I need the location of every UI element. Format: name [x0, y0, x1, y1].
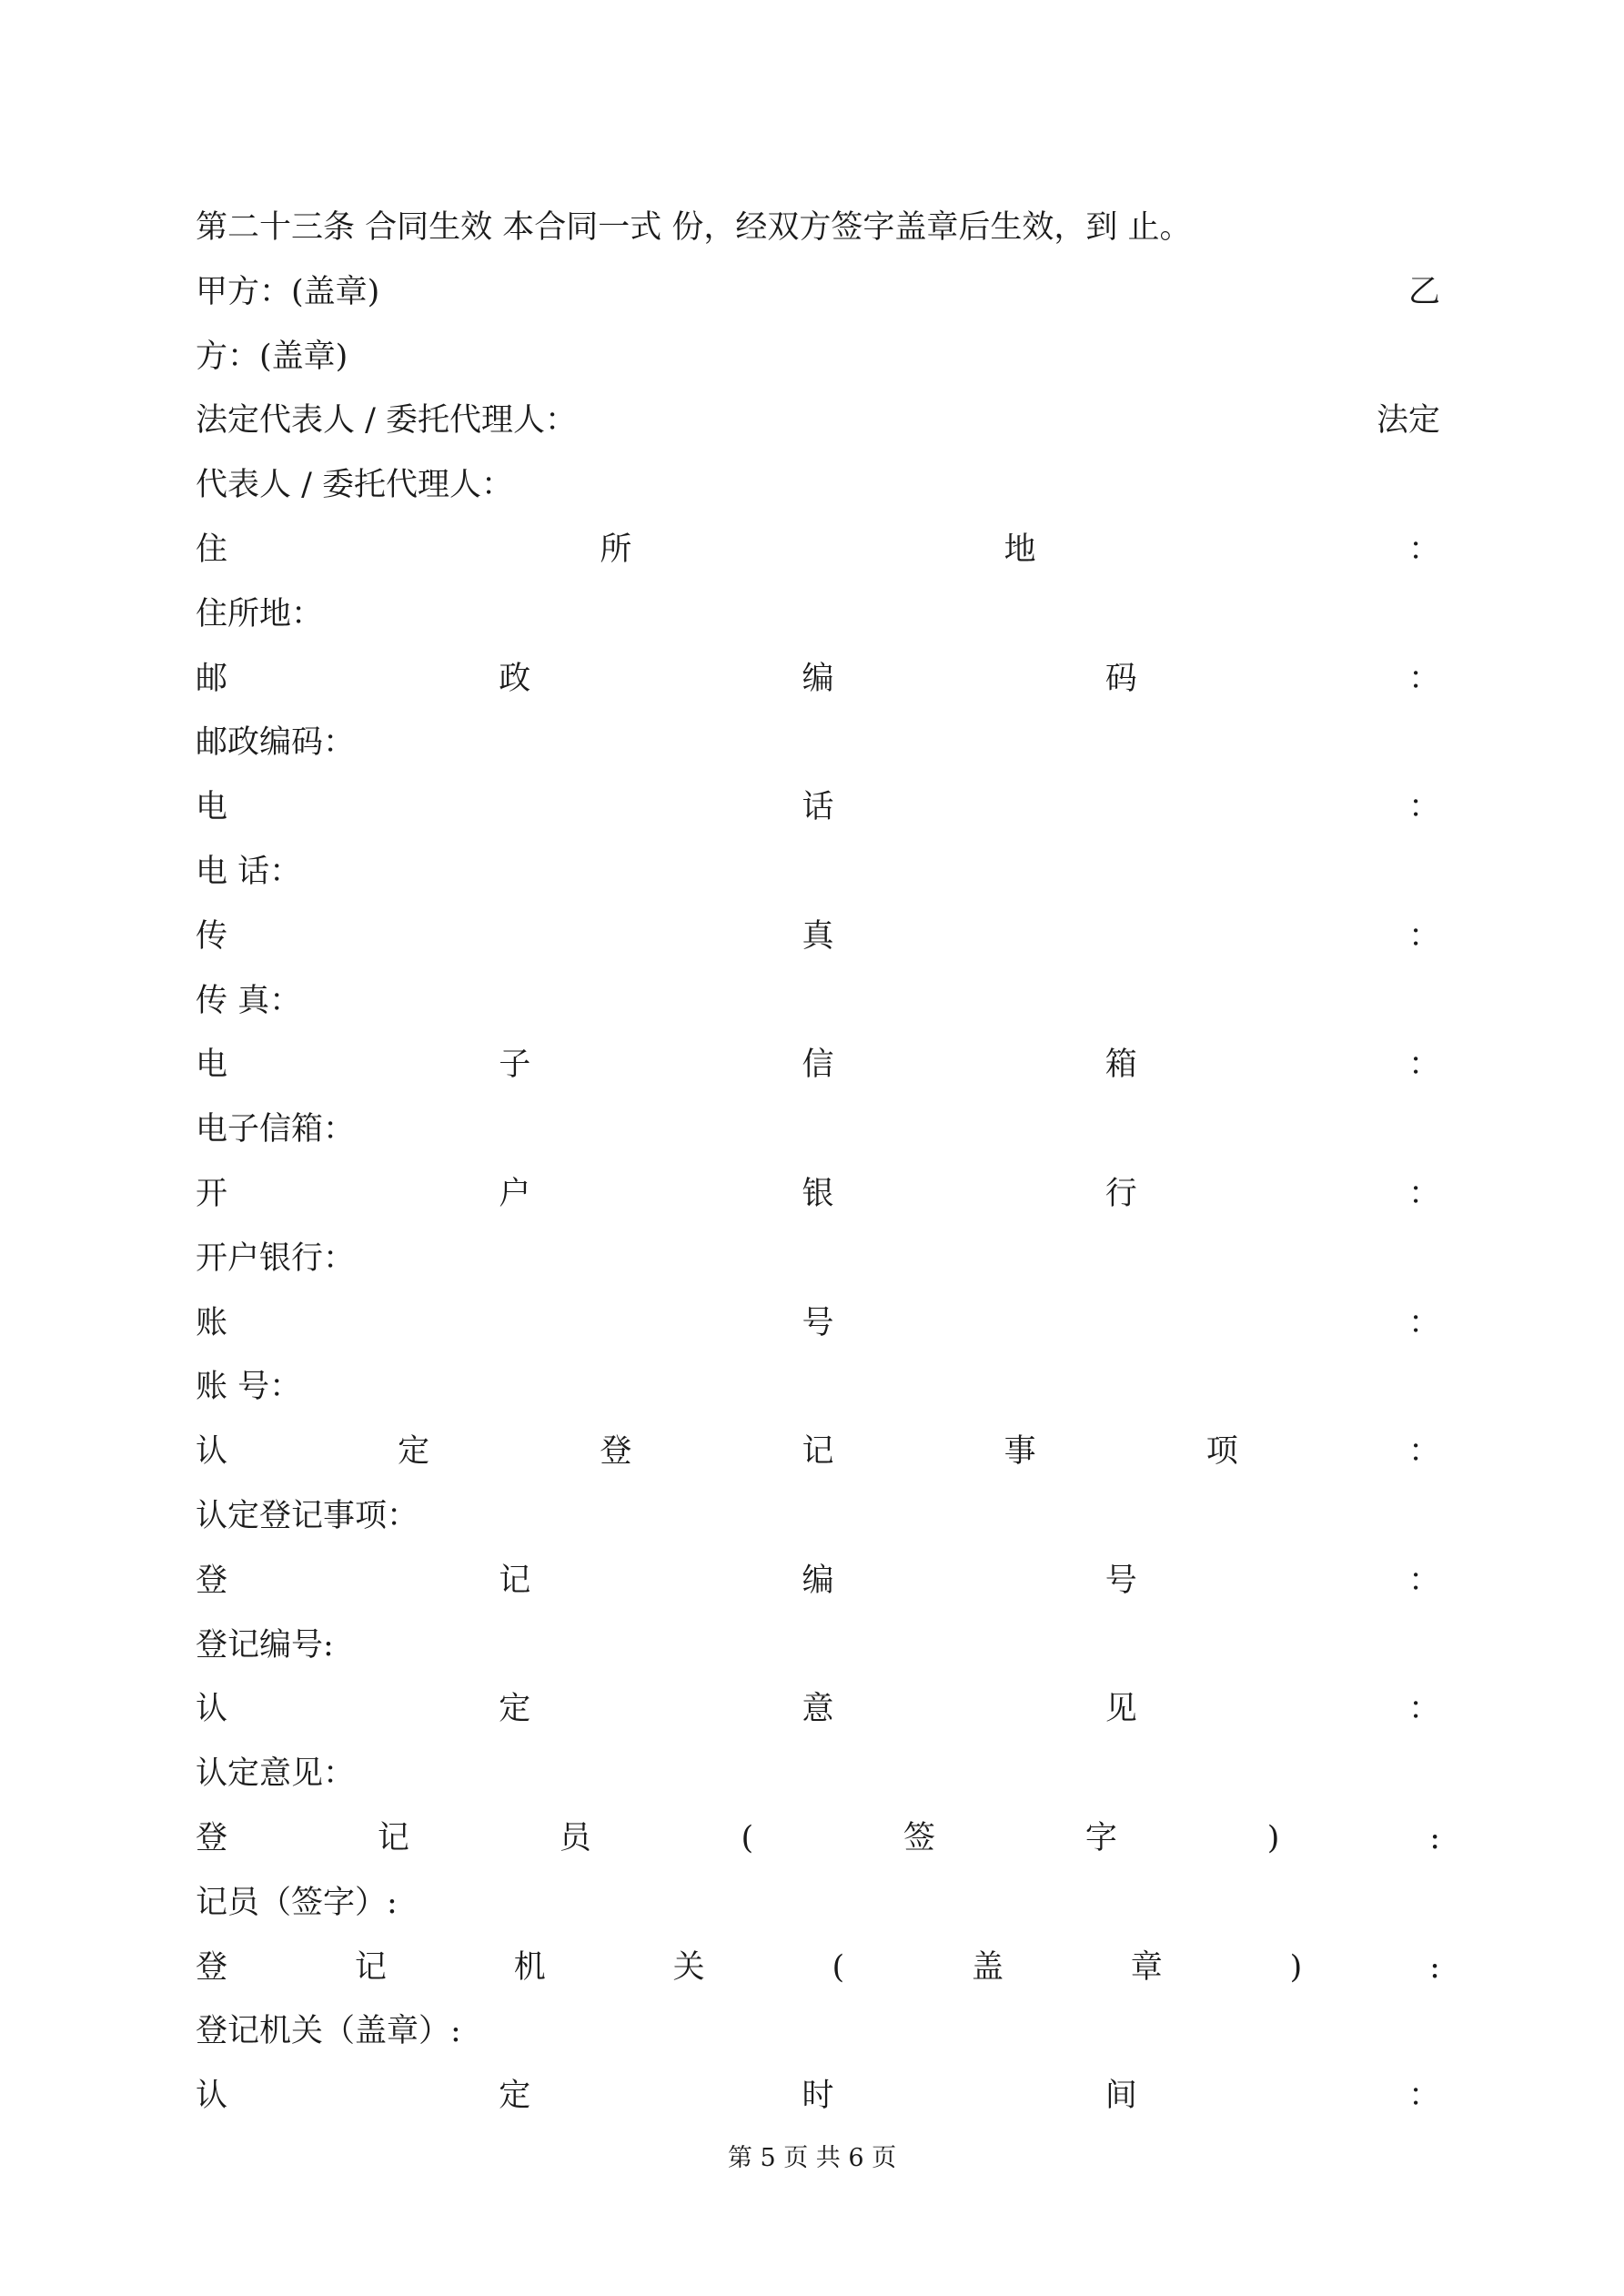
document-spread-line: [196, 1039, 1440, 1090]
spread-line-part: ): [1266, 1820, 1280, 1856]
spread-line-part: 登: [600, 1433, 632, 1471]
document-line: 电 话：: [196, 854, 302, 890]
spread-line-part: 政: [499, 660, 531, 697]
spread-line-part: 定: [499, 1691, 531, 1728]
spread-line-part: 登: [196, 1562, 228, 1599]
spread-line-part: 邮: [196, 660, 228, 697]
spread-line-part: ): [1289, 1948, 1303, 1986]
document-line: 记员（签字）:: [196, 1884, 398, 1921]
document-spread-line: [196, 1426, 1440, 1477]
document-spread-line: [196, 782, 1440, 833]
spread-line-part: 记: [499, 1562, 531, 1599]
spread-line-part: 见: [1105, 1691, 1137, 1728]
document-spread-line: [196, 1298, 1440, 1349]
spread-line-part: :: [1429, 1820, 1440, 1856]
spread-line-part: 法定代表人 / 委托代理人：: [196, 402, 578, 440]
document-line: 第二十三条 合同生效 本合同一式 份，经双方签字盖章后生效，到 止。: [196, 209, 1192, 246]
spread-line-part: 账: [196, 1304, 228, 1341]
document-spread-line: [196, 1555, 1440, 1606]
document-line: 开户银行：: [196, 1239, 356, 1277]
spread-line-part: 箱: [1105, 1047, 1137, 1084]
spread-line-part: 编: [802, 660, 834, 697]
document-line: 账 号：: [196, 1369, 302, 1406]
spread-line-part: 地: [1004, 531, 1036, 568]
document-line: 代表人 / 委托代理人：: [196, 467, 514, 504]
spread-line-part: ：: [1407, 1047, 1440, 1084]
spread-line-part: 号: [802, 1304, 834, 1341]
document-line: 认定登记事项：: [196, 1498, 419, 1534]
spread-line-part: 银: [802, 1176, 834, 1212]
spread-line-part: 子: [499, 1047, 531, 1084]
spread-line-part: ：: [1407, 660, 1440, 697]
spread-line-part: ：: [1407, 917, 1440, 955]
document-spread-line: [196, 267, 1440, 318]
spread-line-part: 乙: [1407, 273, 1440, 310]
spread-line-part: 真: [802, 917, 834, 955]
document-spread-line: [196, 653, 1440, 704]
document-line: 登记编号:: [196, 1626, 334, 1664]
spread-line-part: 电: [196, 789, 228, 826]
spread-line-part: 间: [1105, 2078, 1137, 2115]
spread-line-part: 法定: [1376, 402, 1440, 440]
document-spread-line: [196, 1684, 1440, 1735]
document-line: 电子信箱：: [196, 1111, 356, 1148]
document-spread-line: [196, 1813, 1440, 1864]
spread-line-part: 关: [672, 1948, 705, 1986]
document-spread-line: [196, 395, 1440, 446]
spread-line-part: 登: [196, 1820, 228, 1856]
spread-line-part: 定: [398, 1433, 430, 1471]
spread-line-part: :: [1429, 1948, 1440, 1986]
spread-line-part: 意: [802, 1691, 834, 1728]
spread-line-part: 机: [513, 1948, 546, 1986]
spread-line-part: 户: [499, 1176, 531, 1212]
spread-line-part: 事: [1004, 1433, 1036, 1471]
spread-line-part: 认: [196, 2078, 228, 2115]
spread-line-part: 员: [559, 1820, 591, 1856]
spread-line-part: ：: [1407, 1304, 1440, 1341]
spread-line-part: 号: [1105, 1562, 1137, 1599]
document-line: 住所地：: [196, 595, 324, 632]
document-line: 邮政编码：: [196, 724, 356, 762]
spread-line-part: 定: [499, 2078, 531, 2115]
document-spread-line: [196, 1168, 1440, 1219]
spread-line-part: 记: [377, 1820, 409, 1856]
document-line: 传 真：: [196, 982, 302, 1019]
spread-line-part: 码: [1105, 660, 1137, 697]
spread-line-part: 字: [1084, 1820, 1117, 1856]
spread-line-part: ：: [1407, 1176, 1440, 1212]
spread-line-part: 登: [196, 1948, 228, 1986]
spread-line-part: 记: [802, 1433, 834, 1471]
spread-line-part: 编: [802, 1562, 834, 1599]
spread-line-part: ：: [1407, 1691, 1440, 1728]
document-line: 方：(盖章): [196, 338, 348, 375]
spread-line-part: (: [832, 1948, 845, 1986]
spread-line-part: 记: [354, 1948, 387, 1986]
spread-line-part: 信: [802, 1047, 834, 1084]
spread-line-part: ：: [1407, 1562, 1440, 1599]
spread-line-part: ：: [1407, 1433, 1440, 1471]
spread-line-part: ：: [1407, 531, 1440, 568]
document-line: 登记机关（盖章）:: [196, 2013, 461, 2050]
spread-line-part: ：: [1407, 2078, 1440, 2115]
spread-line-part: 盖: [971, 1948, 1004, 1986]
spread-line-part: 项: [1205, 1433, 1238, 1471]
spread-line-part: 签: [903, 1820, 936, 1856]
document-spread-line: [196, 911, 1440, 962]
spread-line-part: 甲方：(盖章): [196, 273, 380, 310]
spread-line-part: (: [741, 1820, 754, 1856]
spread-line-part: 话: [802, 789, 834, 826]
spread-line-part: 认: [196, 1691, 228, 1728]
spread-line-part: 行: [1105, 1176, 1137, 1212]
spread-line-part: 章: [1130, 1948, 1163, 1986]
document-spread-line: [196, 524, 1440, 575]
document-spread-line: [196, 2070, 1440, 2121]
spread-line-part: ：: [1407, 789, 1440, 826]
page-footer: 第 5 页 共 6 页: [727, 2144, 897, 2172]
spread-line-part: 开: [196, 1176, 228, 1212]
spread-line-part: 所: [600, 531, 632, 568]
document-spread-line: [196, 1942, 1440, 1993]
spread-line-part: 住: [196, 531, 228, 568]
spread-line-part: 时: [802, 2078, 834, 2115]
spread-line-part: 电: [196, 1047, 228, 1084]
document-line: 认定意见：: [196, 1755, 356, 1793]
spread-line-part: 传: [196, 917, 228, 955]
spread-line-part: 认: [196, 1433, 228, 1471]
